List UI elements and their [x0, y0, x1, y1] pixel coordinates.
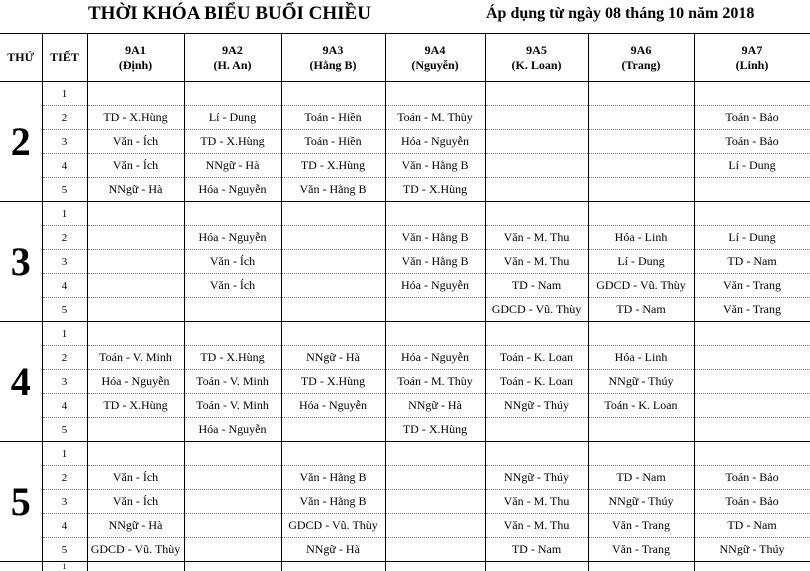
lesson-cell: NNgữ - Hà	[87, 514, 184, 538]
table-row	[0, 322, 810, 346]
lesson-cell	[694, 178, 810, 202]
lesson-cell: TD - Nam	[588, 466, 694, 490]
lesson-cell	[694, 562, 810, 571]
lesson-cell	[694, 370, 810, 394]
lesson-cell	[385, 298, 485, 322]
period-number: 2	[42, 226, 87, 250]
class-teacher: (Định)	[118, 57, 153, 72]
lesson-cell: Văn - Hằng B	[281, 466, 385, 490]
lesson-cell	[184, 538, 281, 562]
table-row	[0, 490, 810, 514]
class-teacher: (Linh)	[735, 57, 769, 72]
lesson-cell	[281, 250, 385, 274]
lesson-cell	[485, 202, 588, 226]
lesson-cell	[694, 82, 810, 106]
lesson-cell: Văn - Hằng B	[281, 178, 385, 202]
lesson-cell: Hóa - Nguyễn	[281, 394, 385, 418]
period-number: 4	[42, 394, 87, 418]
period-number: 1	[42, 322, 87, 346]
applied-date: Áp dụng từ ngày 08 tháng 10 năm 2018	[486, 5, 755, 22]
period-number: 1	[42, 442, 87, 466]
period-number: 4	[42, 514, 87, 538]
lesson-cell: Văn - Hằng B	[385, 154, 485, 178]
lesson-cell: Văn - Hằng B	[385, 226, 485, 250]
lesson-cell: Toán - V. Minh	[184, 394, 281, 418]
lesson-cell	[87, 202, 184, 226]
table-row	[0, 298, 810, 322]
table-row	[0, 466, 810, 490]
lesson-cell	[87, 442, 184, 466]
lesson-cell: Toán - Hiền	[281, 130, 385, 154]
lesson-cell: TD - X.Hùng	[184, 130, 281, 154]
lesson-cell: Hóa - Linh	[588, 226, 694, 250]
lesson-cell: Hóa - Nguyễn	[385, 130, 485, 154]
table-row-partial	[0, 562, 810, 571]
day-label: 5	[0, 442, 42, 562]
lesson-cell: TD - Nam	[694, 514, 810, 538]
class-name: 9A1	[125, 42, 146, 57]
lesson-cell	[184, 562, 281, 571]
table-row	[0, 178, 810, 202]
class-header-9a6	[588, 34, 694, 82]
table-row	[0, 154, 810, 178]
lesson-cell: Hóa - Nguyễn	[87, 370, 184, 394]
lesson-cell	[281, 418, 385, 442]
lesson-cell	[281, 442, 385, 466]
period-number: 3	[42, 490, 87, 514]
lesson-cell	[87, 226, 184, 250]
lesson-cell	[588, 322, 694, 346]
lesson-cell	[281, 298, 385, 322]
lesson-cell: TD - X.Hùng	[87, 106, 184, 130]
lesson-cell: Văn - Hằng B	[385, 250, 485, 274]
table-row	[0, 106, 810, 130]
lesson-cell: GDCD - Vũ. Thùy	[485, 298, 588, 322]
day-label	[0, 562, 42, 571]
lesson-cell: Văn - Trang	[694, 298, 810, 322]
lesson-cell	[588, 82, 694, 106]
lesson-cell	[485, 322, 588, 346]
lesson-cell	[184, 298, 281, 322]
lesson-cell	[87, 418, 184, 442]
day-label: 3	[0, 202, 42, 322]
lesson-cell: Lí - Dung	[184, 106, 281, 130]
lesson-cell: TD - X.Hùng	[281, 154, 385, 178]
lesson-cell: NNgữ - Thúy	[588, 490, 694, 514]
lesson-cell: TD - X.Hùng	[184, 346, 281, 370]
lesson-cell	[694, 346, 810, 370]
lesson-cell: Văn - Ích	[87, 154, 184, 178]
lesson-cell	[588, 154, 694, 178]
title-bar	[0, 0, 810, 33]
timetable-body	[0, 82, 810, 571]
lesson-cell: Toán - Bảo	[694, 106, 810, 130]
lesson-cell	[87, 298, 184, 322]
lesson-cell	[588, 418, 694, 442]
lesson-cell	[385, 538, 485, 562]
lesson-cell	[485, 178, 588, 202]
lesson-cell	[281, 322, 385, 346]
lesson-cell: Văn - Ích	[87, 130, 184, 154]
class-header-9a2	[184, 34, 281, 82]
period-number: 4	[42, 274, 87, 298]
lesson-cell: GDCD - Vũ. Thùy	[588, 274, 694, 298]
lesson-cell: TD - X.Hùng	[385, 178, 485, 202]
lesson-cell: Văn - Ích	[87, 490, 184, 514]
day-label: 2	[0, 82, 42, 202]
lesson-cell	[184, 514, 281, 538]
lesson-cell: Toán - Hiền	[281, 106, 385, 130]
lesson-cell: TD - X.Hùng	[87, 394, 184, 418]
day-column-header: THỨ	[0, 34, 42, 82]
lesson-cell: NNgữ - Hà	[184, 154, 281, 178]
lesson-cell: Hóa - Nguyễn	[184, 226, 281, 250]
lesson-cell	[694, 418, 810, 442]
lesson-cell: GDCD - Vũ. Thùy	[281, 514, 385, 538]
lesson-cell	[485, 562, 588, 571]
table-row	[0, 418, 810, 442]
period-number: 5	[42, 298, 87, 322]
lesson-cell: NNgữ - Hà	[87, 178, 184, 202]
table-row	[0, 226, 810, 250]
class-name: 9A5	[526, 42, 547, 57]
class-teacher: (H. An)	[213, 57, 252, 72]
lesson-cell	[87, 274, 184, 298]
lesson-cell	[485, 442, 588, 466]
lesson-cell: Văn - Trang	[588, 538, 694, 562]
class-header-9a7	[694, 34, 810, 82]
table-row	[0, 370, 810, 394]
lesson-cell: Hóa - Nguyễn	[385, 346, 485, 370]
lesson-cell	[87, 250, 184, 274]
class-name: 9A2	[222, 42, 243, 57]
period-number: 2	[42, 466, 87, 490]
lesson-cell	[588, 202, 694, 226]
lesson-cell	[385, 562, 485, 571]
class-name: 9A7	[741, 42, 763, 57]
period-number: 3	[42, 130, 87, 154]
class-name: 9A4	[424, 42, 446, 57]
lesson-cell	[588, 562, 694, 571]
lesson-cell: Toán - M. Thùy	[385, 370, 485, 394]
period-number: 2	[42, 346, 87, 370]
lesson-cell	[184, 466, 281, 490]
period-number: 2	[42, 106, 87, 130]
lesson-cell	[184, 442, 281, 466]
lesson-cell	[485, 418, 588, 442]
lesson-cell: NNgữ - Hà	[281, 538, 385, 562]
period-number: 3	[42, 250, 87, 274]
lesson-cell: Văn - M. Thu	[485, 250, 588, 274]
period-number: 4	[42, 154, 87, 178]
period-column-header: TIẾT	[42, 34, 87, 82]
lesson-cell: Văn - Trang	[588, 514, 694, 538]
lesson-cell	[694, 394, 810, 418]
day-label: 4	[0, 322, 42, 442]
class-teacher: (K. Loan)	[511, 57, 562, 72]
class-teacher: (Hằng B)	[309, 57, 357, 72]
lesson-cell: Văn - Ích	[184, 274, 281, 298]
lesson-cell: TD - X.Hùng	[281, 370, 385, 394]
lesson-cell	[485, 154, 588, 178]
lesson-cell	[385, 466, 485, 490]
lesson-cell: Toán - K. Loan	[485, 370, 588, 394]
lesson-cell	[281, 82, 385, 106]
lesson-cell	[281, 562, 385, 571]
period-number: 1	[42, 82, 87, 106]
lesson-cell	[694, 442, 810, 466]
lesson-cell	[588, 106, 694, 130]
lesson-cell	[184, 82, 281, 106]
lesson-cell: Văn - M. Thu	[485, 514, 588, 538]
lesson-cell	[385, 82, 485, 106]
period-number: 1	[42, 562, 87, 571]
class-header-9a1	[87, 34, 184, 82]
lesson-cell: TD - Nam	[694, 250, 810, 274]
class-name: 9A6	[630, 42, 652, 57]
lesson-cell	[281, 202, 385, 226]
table-row	[0, 82, 810, 106]
lesson-cell: Hóa - Linh	[588, 346, 694, 370]
lesson-cell	[385, 514, 485, 538]
lesson-cell	[485, 130, 588, 154]
lesson-cell	[385, 490, 485, 514]
lesson-cell: Lí - Dung	[694, 226, 810, 250]
lesson-cell: Lí - Dung	[588, 250, 694, 274]
period-number: 1	[42, 202, 87, 226]
lesson-cell: NNgữ - Hà	[281, 346, 385, 370]
lesson-cell	[485, 82, 588, 106]
lesson-cell: Toán - V. Minh	[87, 346, 184, 370]
period-number: 5	[42, 418, 87, 442]
lesson-cell: TD - Nam	[588, 298, 694, 322]
lesson-cell	[588, 442, 694, 466]
lesson-cell: Toán - M. Thùy	[385, 106, 485, 130]
lesson-cell: Văn - Ích	[184, 250, 281, 274]
period-number: 5	[42, 538, 87, 562]
table-row	[0, 250, 810, 274]
table-row	[0, 274, 810, 298]
header-row	[0, 34, 810, 82]
table-row	[0, 442, 810, 466]
class-header-9a3	[281, 34, 385, 82]
lesson-cell	[694, 322, 810, 346]
lesson-cell: Toán - K. Loan	[485, 346, 588, 370]
lesson-cell: NNgữ - Thúy	[485, 394, 588, 418]
lesson-cell	[281, 274, 385, 298]
lesson-cell: TD - X.Hùng	[385, 418, 485, 442]
timetable	[0, 33, 810, 571]
lesson-cell: Toán - V. Minh	[184, 370, 281, 394]
lesson-cell: Toán - Bảo	[694, 466, 810, 490]
lesson-cell	[87, 562, 184, 571]
lesson-cell: Hóa - Nguyễn	[184, 418, 281, 442]
lesson-cell: TD - Nam	[485, 538, 588, 562]
lesson-cell: NNgữ - Thúy	[694, 538, 810, 562]
lesson-cell	[385, 322, 485, 346]
lesson-cell: Văn - M. Thu	[485, 226, 588, 250]
table-row	[0, 514, 810, 538]
lesson-cell: NNgữ - Hà	[385, 394, 485, 418]
lesson-cell	[87, 82, 184, 106]
lesson-cell	[385, 202, 485, 226]
lesson-cell	[588, 178, 694, 202]
class-name: 9A3	[322, 42, 344, 57]
lesson-cell: Toán - Bảo	[694, 490, 810, 514]
lesson-cell: Văn - Trang	[694, 274, 810, 298]
table-row	[0, 130, 810, 154]
lesson-cell: Văn - M. Thu	[485, 490, 588, 514]
page-title: THỜI KHÓA BIỂU BUỔI CHIỀU	[88, 3, 371, 24]
lesson-cell	[184, 322, 281, 346]
lesson-cell	[184, 202, 281, 226]
table-row	[0, 538, 810, 562]
lesson-cell	[281, 226, 385, 250]
lesson-cell: Hóa - Nguyễn	[184, 178, 281, 202]
lesson-cell	[385, 442, 485, 466]
lesson-cell	[588, 130, 694, 154]
lesson-cell: NNgữ - Thúy	[588, 370, 694, 394]
table-row	[0, 346, 810, 370]
table-row	[0, 394, 810, 418]
period-number: 3	[42, 370, 87, 394]
lesson-cell: Văn - Ích	[87, 466, 184, 490]
period-number: 5	[42, 178, 87, 202]
lesson-cell: Văn - Hằng B	[281, 490, 385, 514]
class-header-9a5	[485, 34, 588, 82]
lesson-cell: GDCD - Vũ. Thùy	[87, 538, 184, 562]
lesson-cell	[87, 322, 184, 346]
lesson-cell: Toán - Bảo	[694, 130, 810, 154]
class-header-9a4	[385, 34, 485, 82]
lesson-cell	[694, 202, 810, 226]
table-row	[0, 202, 810, 226]
lesson-cell: Hóa - Nguyễn	[385, 274, 485, 298]
lesson-cell	[184, 490, 281, 514]
class-teacher: (Trang)	[621, 57, 661, 72]
lesson-cell: Toán - K. Loan	[588, 394, 694, 418]
class-teacher: (Nguyễn)	[411, 57, 459, 72]
lesson-cell	[485, 106, 588, 130]
lesson-cell: NNgữ - Thúy	[485, 466, 588, 490]
lesson-cell: TD - Nam	[485, 274, 588, 298]
lesson-cell: Lí - Dung	[694, 154, 810, 178]
